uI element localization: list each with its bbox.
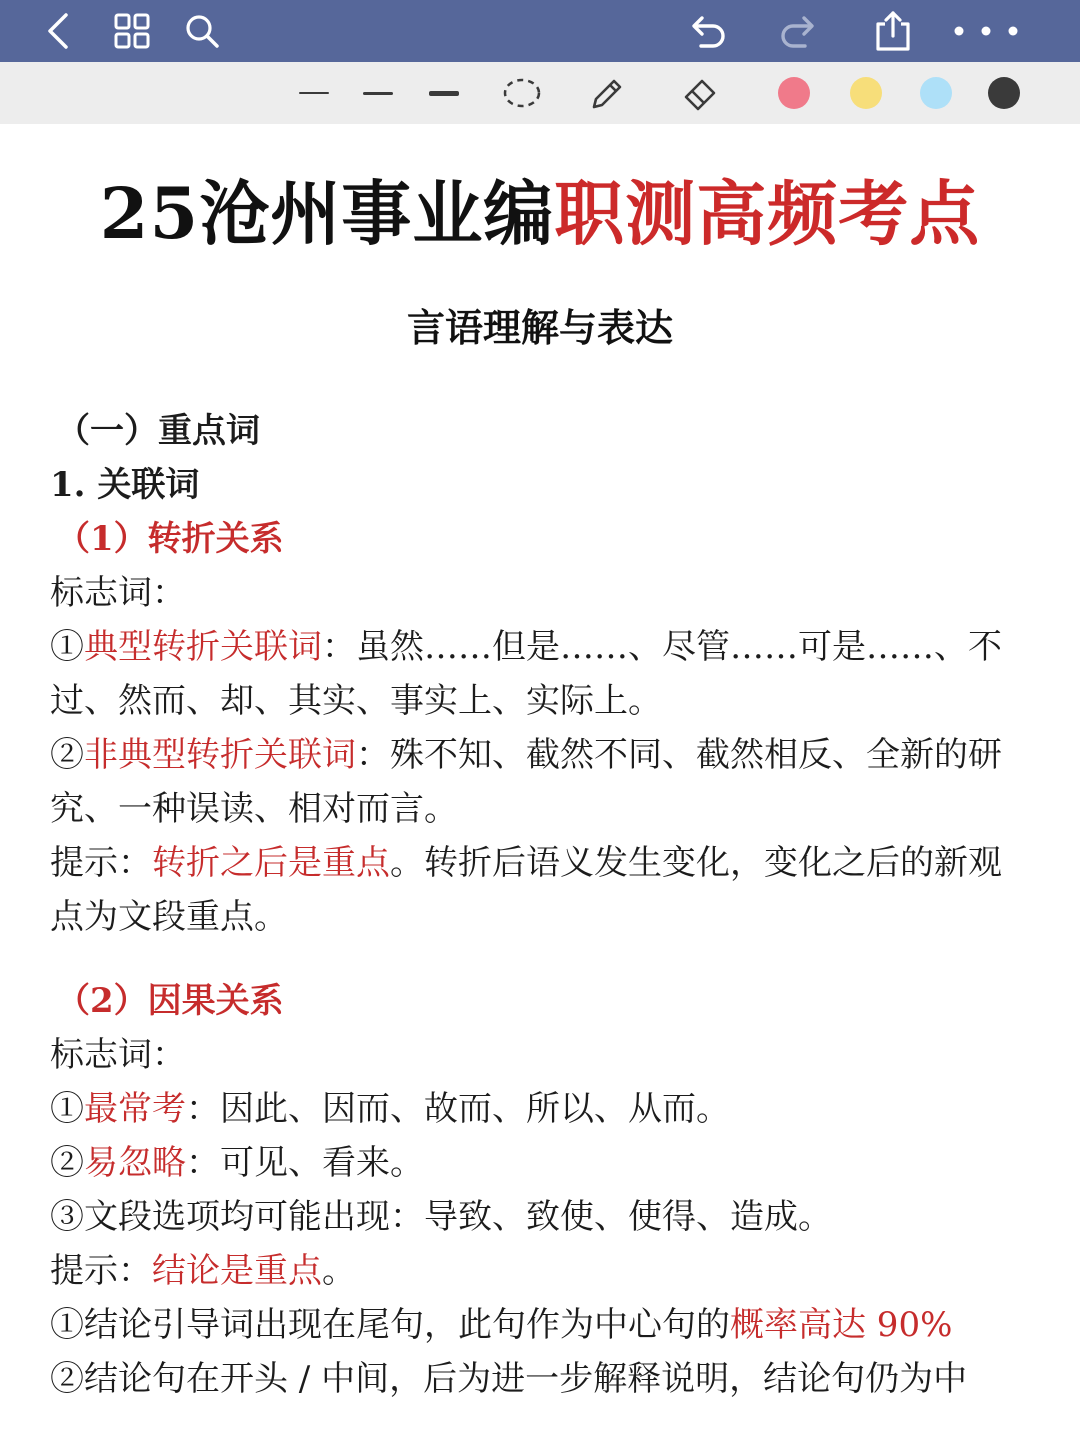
- thick-pen-tool[interactable]: [426, 62, 462, 124]
- keyword-label-1: 标志词：: [50, 573, 186, 613]
- highlight-text: 易忽略: [84, 1143, 186, 1183]
- color-yellow-swatch[interactable]: [848, 62, 884, 124]
- medium-pen-tool[interactable]: [360, 62, 396, 124]
- paragraph-2b: 究、一种误读、相对而言。: [50, 789, 458, 829]
- paragraph-2a: ②非典型转折关联词：殊不知、截然不同、截然相反、全新的研: [50, 735, 1002, 775]
- back-icon[interactable]: [36, 0, 80, 62]
- more-icon[interactable]: [946, 0, 1026, 62]
- lasso-icon[interactable]: [500, 62, 544, 124]
- search-icon[interactable]: [178, 0, 226, 62]
- color-pink-swatch[interactable]: [776, 62, 812, 124]
- app-top-bar: [0, 0, 1080, 62]
- color-black-swatch[interactable]: [986, 62, 1022, 124]
- conclusion-item-1: ①结论引导词出现在尾句，此句作为中心句的概率高达 90%: [50, 1305, 953, 1345]
- highlight-text: 最常考: [84, 1089, 186, 1129]
- tip-1a: 提示：转折之后是重点。转折后语义发生变化，变化之后的新观: [50, 843, 1002, 883]
- cause-item-3: ③文段选项均可能出现：导致、致使、使得、造成。: [50, 1197, 832, 1237]
- highlight-text: 转折之后是重点: [152, 843, 390, 883]
- document-title: [0, 172, 1080, 256]
- redo-icon[interactable]: [774, 0, 824, 62]
- share-icon[interactable]: [868, 0, 918, 62]
- grid-icon[interactable]: [108, 0, 156, 62]
- title-red-part: 职测高频考点: [554, 172, 981, 255]
- tip-1b: 点为文段重点。: [50, 897, 288, 937]
- highlight-text: 非典型转折关联词: [84, 735, 356, 775]
- title-black-part: 25沧州事业编: [99, 172, 555, 255]
- annotation-toolbar: [0, 62, 1080, 124]
- subsection-heading-1: （1）转折关系: [56, 519, 284, 559]
- keyword-label-2: 标志词：: [50, 1035, 186, 1075]
- highlight-text: 结论是重点: [152, 1251, 322, 1291]
- highlight-text: 典型转折关联词: [84, 627, 322, 667]
- conclusion-item-2: ②结论句在开头 / 中间，后为进一步解释说明，结论句仍为中: [50, 1359, 968, 1399]
- highlight-text: 概率高达 90%: [730, 1305, 953, 1345]
- document-subtitle: 言语理解与表达: [406, 305, 673, 350]
- cause-item-1: ①最常考：因此、因而、故而、所以、从而。: [50, 1089, 730, 1129]
- paragraph-1a: ①典型转折关联词：虽然……但是……、尽管……可是……、不: [50, 627, 1002, 667]
- cause-item-2: ②易忽略：可见、看来。: [50, 1143, 424, 1183]
- section-heading: （一）重点词: [56, 411, 260, 451]
- item-heading: 1. 关联词: [50, 465, 200, 505]
- paragraph-1b: 过、然而、却、其实、事实上、实际上。: [50, 681, 662, 721]
- thin-pen-tool[interactable]: [296, 62, 332, 124]
- document-page: [0, 124, 1080, 1443]
- color-blue-swatch[interactable]: [918, 62, 954, 124]
- subsection-heading-2: （2）因果关系: [56, 981, 284, 1021]
- pencil-icon[interactable]: [584, 62, 628, 124]
- tip-2: 提示：结论是重点。: [50, 1251, 356, 1291]
- undo-icon[interactable]: [682, 0, 732, 62]
- eraser-icon[interactable]: [678, 62, 722, 124]
